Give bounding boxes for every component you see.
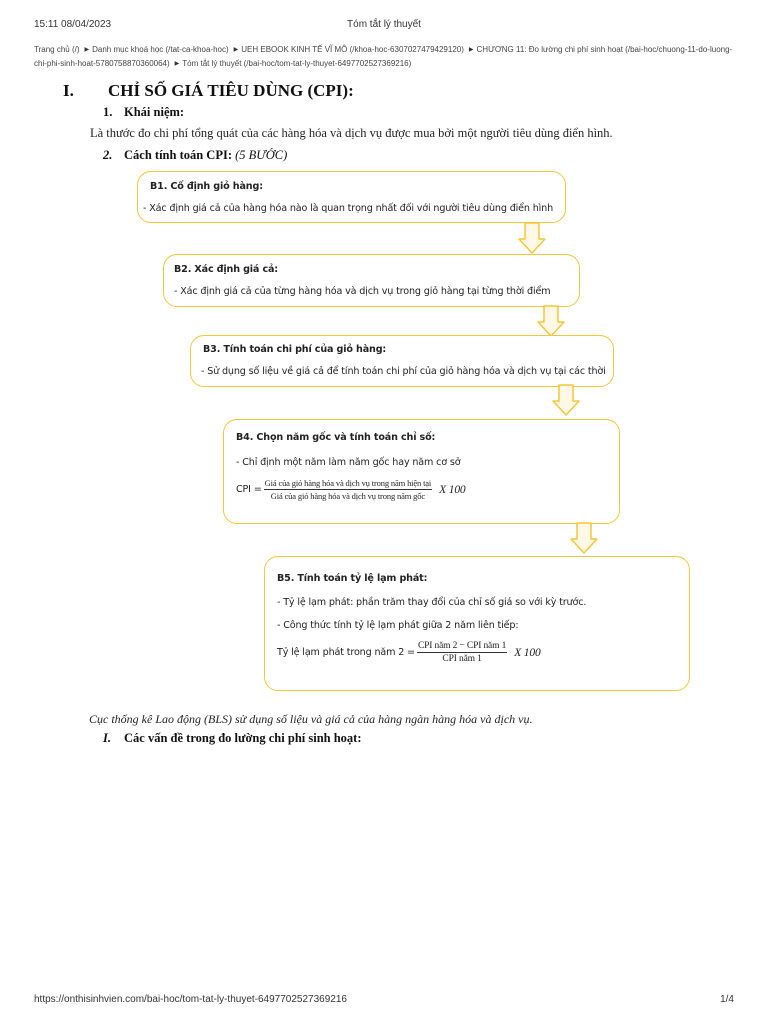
bls-note: Cục thống kê Lao động (BLS) sử dụng số liệu và giá cả của hàng ngàn hàng hóa và dịch vụ.	[89, 712, 533, 726]
down-arrow-icon	[552, 384, 580, 416]
formula-lhs: CPI =	[236, 484, 262, 495]
triangle-right-icon: ▶	[468, 47, 474, 53]
print-url: https://onthisinhvien.com/bai-hoc/tom-tat-ly-thuyet-6497702527369216	[34, 994, 347, 1005]
formula-numerator: Giá của giỏ hàng hóa và dịch vụ trong năm hiện tại	[264, 478, 432, 488]
breadcrumb-item-courses[interactable]: Danh mục khoá học (/tat-ca-khoa-hoc)	[92, 45, 229, 54]
step-box-1	[137, 171, 566, 223]
section-number: I.	[103, 731, 111, 745]
step-text: - Tỷ lệ lạm phát: phần trăm thay đổi của chỉ số giá so với kỳ trước.	[277, 597, 587, 608]
print-header	[34, 19, 734, 33]
step-text: - Xác định giá cả của hàng hóa nào là quan trọng nhất đối với người tiêu dùng điển hình	[143, 203, 554, 214]
print-datetime: 15:11 08/04/2023	[34, 19, 112, 30]
cpi-formula	[236, 478, 466, 501]
down-arrow-icon	[518, 222, 546, 254]
breadcrumb	[34, 43, 734, 71]
formula-fraction	[417, 641, 507, 664]
print-page-title: Tóm tắt lý thuyết	[347, 19, 421, 30]
step-title: B2. Xác định giá cả:	[174, 264, 278, 275]
subheading-title: Khái niệm:	[124, 105, 185, 119]
formula-denominator: Giá của giỏ hàng hóa và dịch vụ trong năm gốc	[270, 491, 425, 501]
step-text: - Xác định giá cả của từng hàng hóa và dịch vụ trong giỏ hàng tại từng thời điểm	[174, 286, 551, 297]
section-heading	[63, 81, 354, 101]
breadcrumb-item-chapter[interactable]: CHƯƠNG 11: Đo lường chi phí sinh hoạt (/bai-hoc/chuong-11-do-luong-chi-phi-sinh-hoat-5780758870360064)	[34, 45, 733, 68]
breadcrumb-item-current[interactable]: Tóm tắt lý thuyết (/bai-hoc/tom-tat-ly-thuyet-6497702527369216)	[182, 59, 412, 68]
section-title: CHỈ SỐ GIÁ TIÊU DÙNG (CPI):	[108, 81, 354, 100]
formula-fraction	[264, 478, 432, 501]
formula-multiplier: X 100	[439, 483, 466, 496]
definition-text: Là thước đo chi phí tổng quát của các hàng hóa và dịch vụ được mua bởi một người tiêu dùng điển hình.	[90, 126, 613, 140]
step-box-4	[223, 419, 620, 524]
triangle-right-icon: ▶	[84, 47, 90, 53]
formula-denominator: CPI năm 1	[442, 654, 482, 664]
formula-lhs: Tỷ lệ lạm phát trong năm 2 =	[277, 647, 415, 658]
page-number: 1/4	[720, 994, 734, 1005]
subheading-number: 1.	[103, 105, 113, 119]
subheading-title: Cách tính toán CPI:	[124, 148, 232, 162]
subheading-concept	[103, 105, 184, 120]
triangle-right-icon: ▶	[233, 47, 239, 53]
step-title: B4. Chọn năm gốc và tính toán chỉ số:	[236, 432, 436, 443]
triangle-right-icon: ▶	[174, 61, 180, 67]
step-text: - Sử dụng số liệu về giá cả để tính toán chi phí của giỏ hàng hóa và dịch vụ tại các thời	[201, 366, 606, 377]
subheading-calculation	[103, 148, 287, 163]
step-box-2	[163, 254, 580, 307]
step-box-5	[264, 556, 690, 691]
step-text: - Công thức tính tỷ lệ lạm phát giữa 2 năm liên tiếp:	[277, 620, 519, 631]
section-title: Các vấn đề trong đo lường chi phí sinh hoạt:	[124, 731, 362, 745]
formula-numerator: CPI năm 2 − CPI năm 1	[417, 641, 507, 651]
print-footer	[34, 994, 734, 1008]
breadcrumb-item-ebook[interactable]: UEH EBOOK KINH TẾ VĨ MÔ (/khoa-hoc-6307027479429120)	[241, 45, 464, 54]
step-box-3	[190, 335, 614, 387]
down-arrow-icon	[537, 305, 565, 337]
section-heading-2	[103, 731, 362, 746]
formula-multiplier: X 100	[514, 646, 541, 659]
subheading-note: (5 BƯỚC)	[235, 148, 288, 162]
subheading-number: 2.	[103, 148, 113, 162]
step-title: B5. Tính toán tỷ lệ lạm phát:	[277, 573, 428, 584]
step-title: B3. Tính toán chi phí của giỏ hàng:	[203, 344, 387, 355]
step-title: B1. Cố định giỏ hàng:	[150, 181, 263, 192]
down-arrow-icon	[570, 522, 598, 554]
inflation-formula	[277, 641, 541, 664]
step-text: - Chỉ định một năm làm năm gốc hay năm cơ sở	[236, 457, 461, 468]
section-number: I.	[63, 81, 74, 100]
breadcrumb-item-home[interactable]: Trang chủ (/)	[34, 45, 80, 54]
